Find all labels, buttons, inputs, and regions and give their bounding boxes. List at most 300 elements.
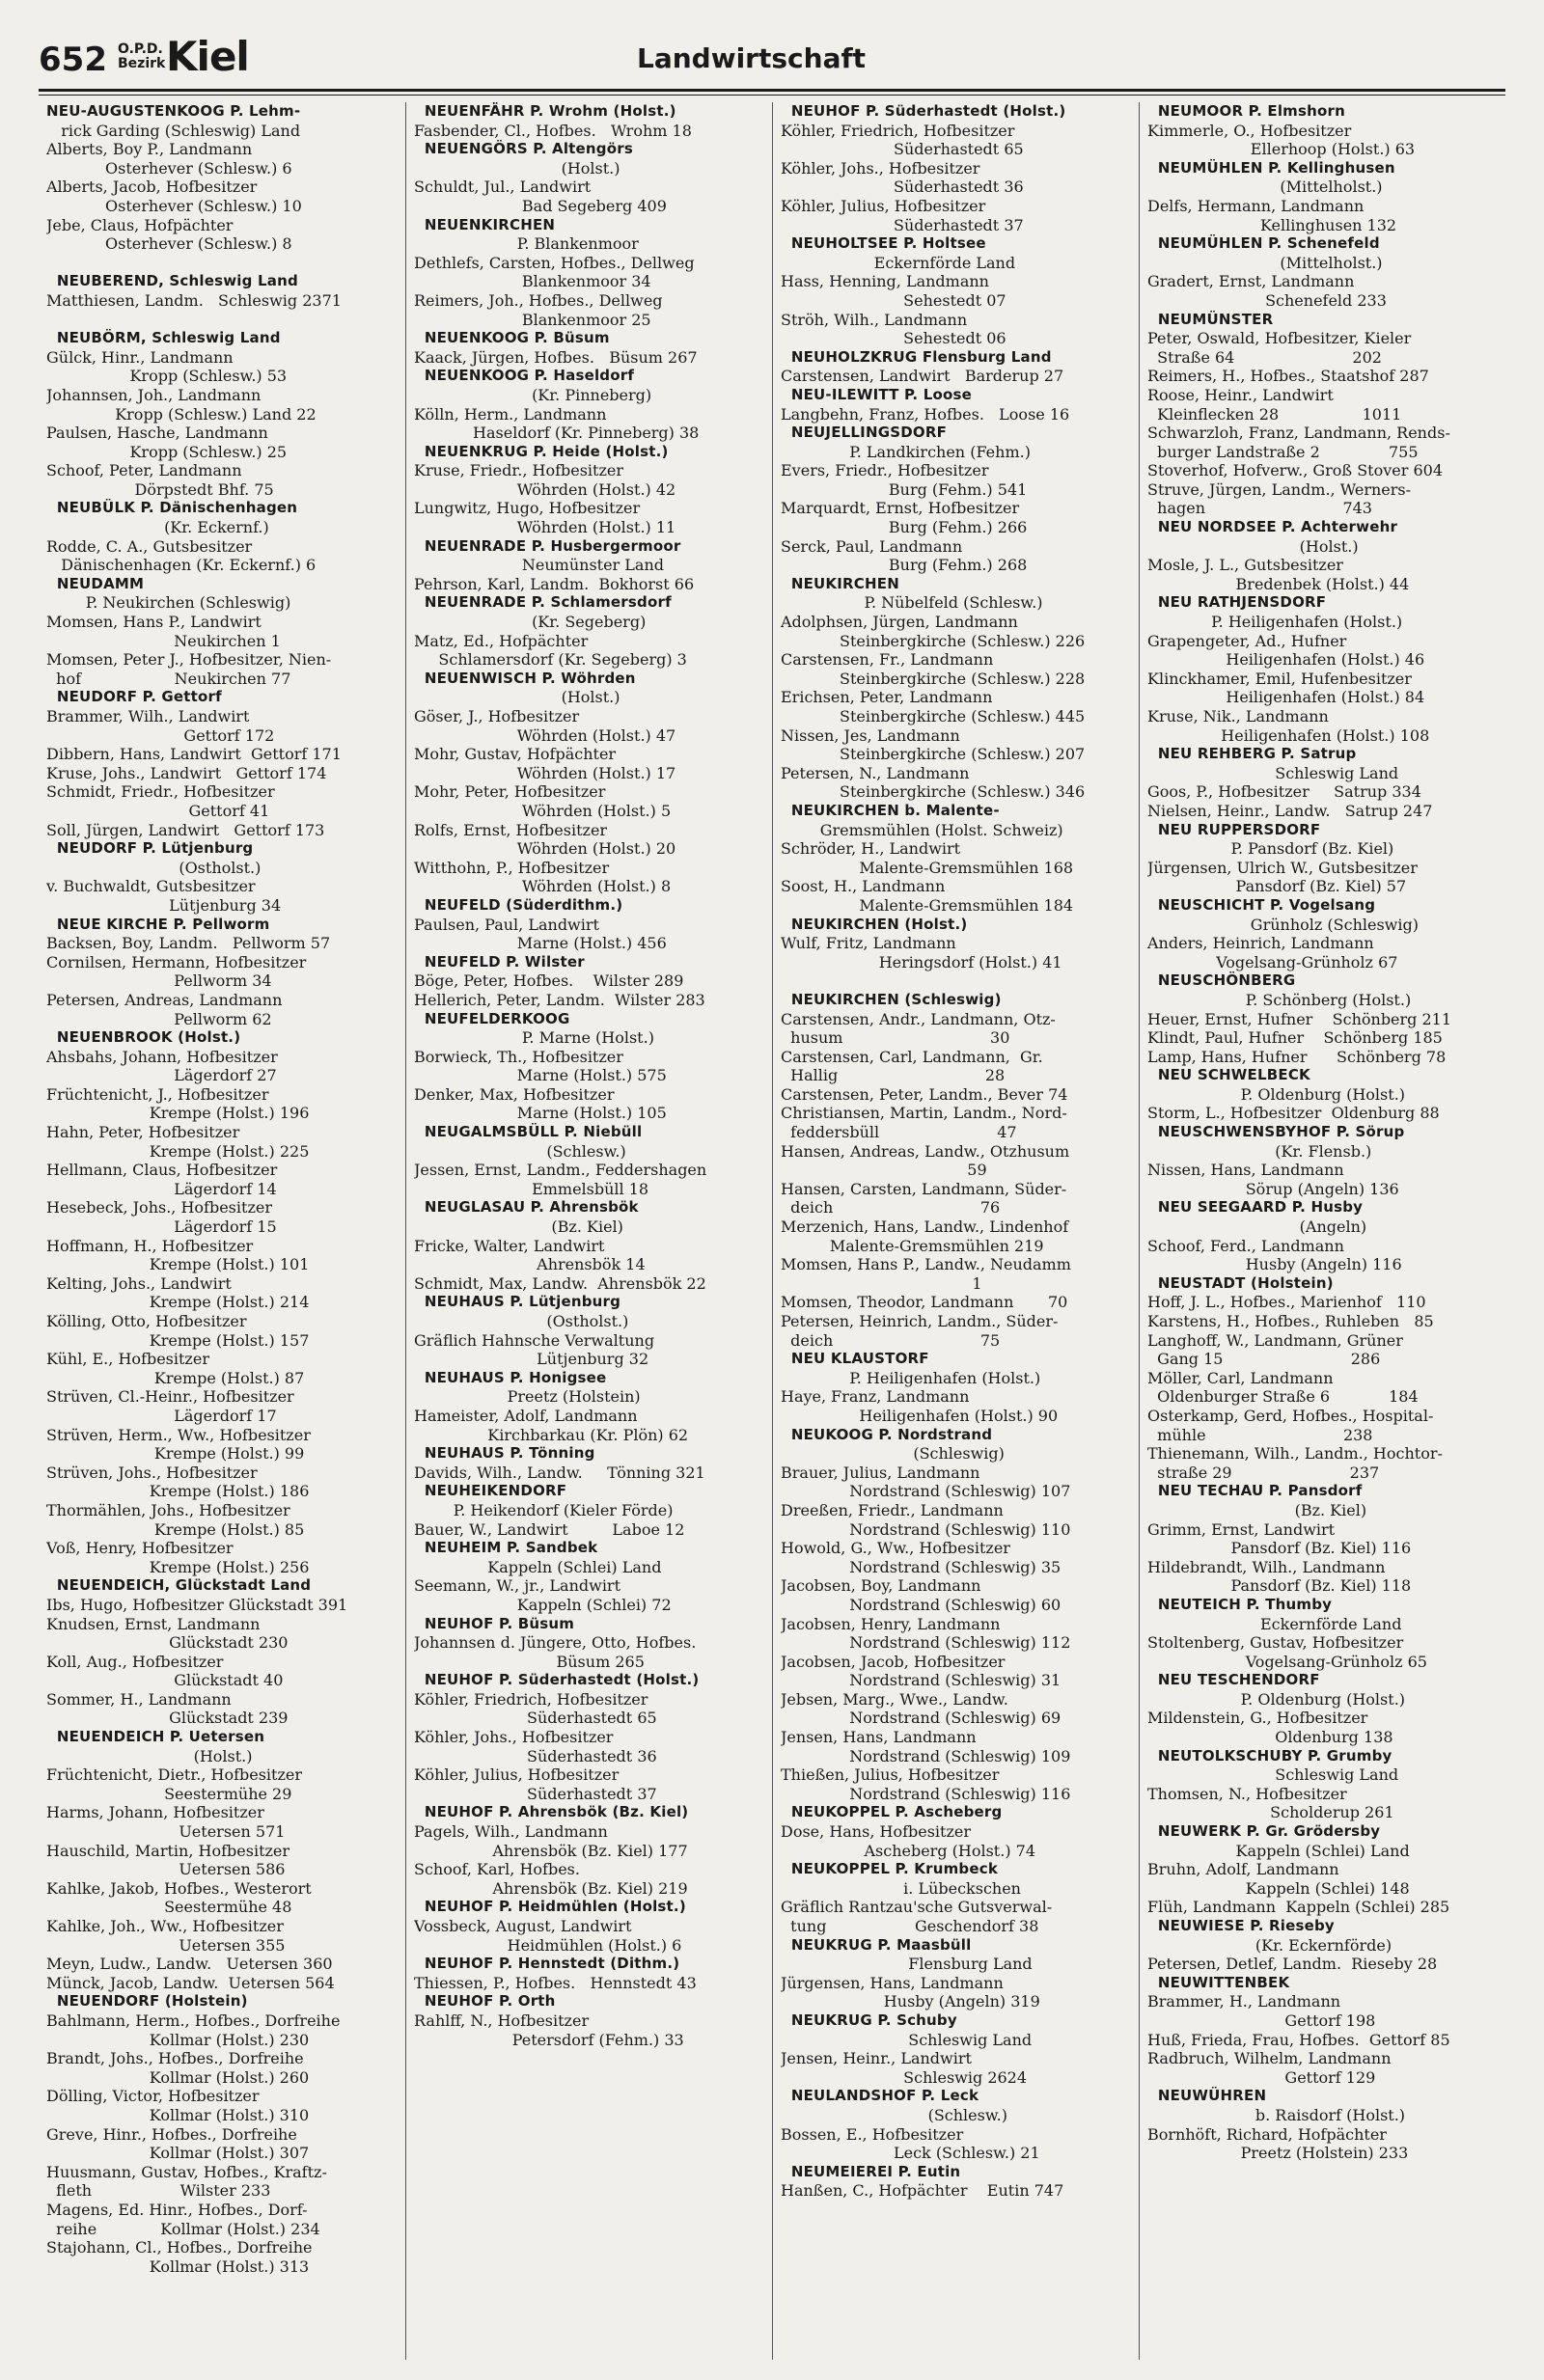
entry-line: Köhler, Friedrich, Hofbesitzer <box>414 1689 648 1709</box>
entry-line: (Kr. Flensb.) <box>1147 1141 1372 1161</box>
entry-line: Mosle, J. L., Gutsbesitzer <box>1147 556 1343 575</box>
entry-line: Flüh, Landmann Kappeln (Schlei) 285 <box>1147 1898 1450 1917</box>
place-heading: NEUENDORF (Holstein) <box>46 1992 248 2011</box>
entry-line: Gülck, Hinr., Landmann <box>46 347 234 367</box>
entry-line: fleth Wilster 233 <box>46 2181 271 2201</box>
entry-line: P. Pansdorf (Bz. Kiel) <box>1147 839 1394 859</box>
entry-line: Blankenmoor 34 <box>414 272 651 291</box>
entry-line: 1 <box>781 1273 982 1293</box>
entry-line: Eckernförde Land <box>1147 1614 1402 1633</box>
place-heading: NEU-ILEWITT P. Loose <box>781 385 973 403</box>
entry-line: (Holst.) <box>414 158 620 178</box>
entry-line: Flensburg Land <box>781 1955 1033 1974</box>
entry-line: Serck, Paul, Landmann <box>781 536 963 556</box>
entry-line <box>46 311 398 330</box>
place-heading: NEUMÜHLEN P. Kellinghusen <box>1147 158 1395 177</box>
entry-line: Hansen, Carsten, Landmann, Süder- <box>781 1179 1067 1198</box>
place-heading: NEUBEREND, Schleswig Land <box>46 272 298 290</box>
entry-line: Krempe (Holst.) 85 <box>46 1519 305 1539</box>
entry-line: P. Heiligenhafen (Holst.) <box>1147 613 1403 632</box>
entry-line: Kühl, E., Hofbesitzer <box>46 1350 209 1369</box>
place-heading: NEUBÖRM, Schleswig Land <box>46 329 281 347</box>
place-heading: NEUENWISCH P. Wöhrden <box>414 669 636 687</box>
entry-line: Christiansen, Martin, Landm., Nord- <box>781 1104 1067 1123</box>
entry-line: Ahrensbök (Bz. Kiel) 177 <box>414 1841 688 1860</box>
entry-line: (Bz. Kiel) <box>414 1217 623 1237</box>
place-heading: NEUENDEICH P. Uetersen <box>46 1728 265 1746</box>
entry-line: Wöhrden (Holst.) 47 <box>414 725 676 745</box>
entry-line: Klindt, Paul, Hufner Schönberg 185 <box>1147 1028 1443 1048</box>
entry-line: Kappeln (Schlei) 72 <box>414 1595 672 1614</box>
entry-line: Brauer, Julius, Landmann <box>781 1463 980 1482</box>
entry-line: Malente-Gremsmühlen 168 <box>781 858 1074 877</box>
entry-line: Anders, Heinrich, Landmann <box>1147 934 1374 953</box>
entry-line: Süderhastedt 65 <box>781 140 1024 159</box>
entry-line: P. Heiligenhafen (Holst.) <box>781 1368 1041 1387</box>
entry-line: Soost, H., Landmann <box>781 877 946 896</box>
header-rule-thin <box>39 95 1505 96</box>
entry-line: Nordstrand (Schleswig) 69 <box>781 1709 1062 1728</box>
entry-line: Gradert, Ernst, Landmann <box>1147 272 1355 291</box>
entry-line: Denker, Max, Hofbesitzer <box>414 1084 615 1104</box>
entry-line: Emmelsbüll 18 <box>414 1179 649 1198</box>
entry-line: Köhler, Johs., Hofbesitzer <box>781 158 980 178</box>
entry-line: rick Garding (Schleswig) Land <box>46 121 301 140</box>
place-heading: NEUKIRCHEN b. Malente- <box>781 801 1000 819</box>
place-heading: NEU TECHAU P. Pansdorf <box>1147 1482 1363 1500</box>
entry-line: Schoof, Ferd., Landmann <box>1147 1236 1344 1255</box>
place-heading: NEUENFÄHR P. Wrohm (Holst.) <box>414 102 676 120</box>
place-heading: NEUGALMSBÜLL P. Niebüll <box>414 1123 643 1141</box>
entry-line: Huusmann, Gustav, Hofbes., Kraftz- <box>46 2162 327 2181</box>
place-heading: NEUTEICH P. Thumby <box>1147 1595 1333 1613</box>
entry-line: Schlamersdorf (Kr. Segeberg) 3 <box>414 650 687 670</box>
entry-line: Dethlefs, Carsten, Hofbes., Dellweg <box>414 253 695 272</box>
place-heading: NEUFELD (Süderdithm.) <box>414 895 623 914</box>
entry-line: (Ostholst.) <box>46 858 262 877</box>
entry-line: Storm, L., Hofbesitzer Oldenburg 88 <box>1147 1104 1440 1123</box>
place-heading: NEUSTADT (Holstein) <box>1147 1273 1334 1292</box>
entry-line: Schröder, H., Landwirt <box>781 839 961 859</box>
place-heading: NEUMOOR P. Elmshorn <box>1147 102 1345 120</box>
entry-line: Hansen, Andreas, Landw., Otzhusum <box>781 1141 1070 1161</box>
entry-line: Krempe (Holst.) 214 <box>46 1293 310 1312</box>
entry-line: Nordstrand (Schleswig) 31 <box>781 1671 1062 1690</box>
entry-line: Sörup (Angeln) 136 <box>1147 1179 1399 1198</box>
place-heading: NEUMEIEREI P. Eutin <box>781 2162 961 2180</box>
entry-line: Schleswig Land <box>1147 1765 1399 1785</box>
entry-line: Nissen, Jes, Landmann <box>781 725 960 745</box>
entry-line: Momsen, Theodor, Landmann 70 <box>781 1293 1068 1312</box>
entry-line: Kropp (Schlesw.) Land 22 <box>46 404 317 424</box>
entry-line: Dörpstedt Bhf. 75 <box>46 479 274 499</box>
entry-line: Brandt, Johs., Hofbes., Dorfreihe <box>46 2049 304 2068</box>
entry-line: P. Blankenmoor <box>414 234 639 254</box>
entry-line: Böge, Peter, Hofbes. Wilster 289 <box>414 971 684 991</box>
entry-line: Brammer, Wilh., Landwirt <box>46 707 250 725</box>
place-heading: NEUKIRCHEN (Schleswig) <box>781 990 1002 1008</box>
entry-line: Krempe (Holst.) 99 <box>46 1444 305 1464</box>
entry-line: Marne (Holst.) 456 <box>414 934 667 953</box>
place-heading: NEUDORF P. Lütjenburg <box>46 839 254 858</box>
entry-line: hagen 743 <box>1147 499 1372 518</box>
place-heading: NEUDAMM <box>46 574 145 592</box>
entry-line: Bauer, W., Landwirt Laboe 12 <box>414 1519 685 1539</box>
place-heading: NEUENGÖRS P. Altengörs <box>414 140 633 158</box>
entry-line: Münck, Jacob, Landw. Uetersen 564 <box>46 1973 335 1992</box>
entry-line: Heuer, Ernst, Hufner Schönberg 211 <box>1147 1009 1452 1028</box>
column-1 <box>39 102 405 2360</box>
entry-line: Vogelsang-Grünholz 67 <box>1147 952 1398 971</box>
entry-line: Reimers, H., Hofbes., Staatshof 287 <box>1147 367 1429 386</box>
entry-line: Gettorf 198 <box>1147 2011 1376 2030</box>
entry-line: Hoffmann, H., Hofbesitzer <box>46 1236 254 1255</box>
entry-line: Neumünster Land <box>414 556 664 575</box>
entry-line: Osterhever (Schlesw.) 10 <box>46 196 302 215</box>
entry-line: Burg (Fehm.) 541 <box>781 479 1028 499</box>
entry-line: Schmidt, Friedr., Hofbesitzer <box>46 782 275 802</box>
entry-line: Krempe (Holst.) 87 <box>46 1368 305 1387</box>
entry-line: Kappeln (Schlei) Land <box>414 1557 662 1576</box>
entry-line: Meyn, Ludw., Landw. Uetersen 360 <box>46 1955 333 1974</box>
entry-line: Ibs, Hugo, Hofbesitzer Glückstadt 391 <box>46 1595 348 1614</box>
place-heading: NEU SEEGAARD P. Husby <box>1147 1198 1364 1217</box>
entry-line: Pagels, Wilh., Landmann <box>414 1822 608 1842</box>
entry-line: Bruhn, Adolf, Landmann <box>1147 1860 1339 1879</box>
entry-line: Stajohann, Cl., Hofbes., Dorfreihe <box>46 2238 313 2257</box>
place-heading: NEUKOPPEL P. Krumbeck <box>781 1860 999 1878</box>
entry-line: Schenefeld 233 <box>1147 290 1387 310</box>
entry-line: Kruse, Friedr., Hofbesitzer <box>414 461 624 480</box>
entry-line: hof Neukirchen 77 <box>46 669 291 688</box>
entry-line: Wöhrden (Holst.) 42 <box>414 479 676 499</box>
entry-line: Langbehn, Franz, Hofbes. Loose 16 <box>781 404 1070 424</box>
entry-line: Kellinghusen 132 <box>1147 215 1397 234</box>
entry-line: Süderhastedt 36 <box>781 178 1024 197</box>
entry-line: Davids, Wilh., Landw. Tönning 321 <box>414 1463 705 1482</box>
entry-line: Kollmar (Holst.) 260 <box>46 2067 310 2087</box>
entry-line: Dibbern, Hans, Landwirt Gettorf 171 <box>46 745 342 764</box>
entry-line: Blankenmoor 25 <box>414 310 651 329</box>
entry-line: Kropp (Schlesw.) 25 <box>46 442 288 461</box>
place-heading: NEUKIRCHEN <box>781 574 899 592</box>
place-heading: NEUKOPPEL P. Ascheberg <box>781 1803 1003 1821</box>
section-title: Landwirtschaft <box>637 42 867 74</box>
place-heading: NEUHOF P. Heidmühlen (Holst.) <box>414 1898 686 1916</box>
place-heading: NEUENKRUG P. Heide (Holst.) <box>414 442 669 460</box>
place-heading: NEUHOF P. Hennstedt (Dithm.) <box>414 1955 680 1973</box>
entry-line: Marquardt, Ernst, Hofbesitzer <box>781 499 1020 518</box>
entry-line: Bossen, E., Hofbesitzer <box>781 2124 964 2144</box>
place-heading: NEUENKOOG P. Haseldorf <box>414 367 635 385</box>
entry-line: Hesebeck, Johs., Hofbesitzer <box>46 1198 272 1217</box>
column-lines <box>414 102 764 2049</box>
entry-line: feddersbüll 47 <box>781 1123 1017 1142</box>
entry-line: straße 29 237 <box>1147 1463 1380 1482</box>
place-heading: NEUHAUS P. Tönning <box>414 1444 595 1463</box>
entry-line: Straße 64 202 <box>1147 347 1382 367</box>
entry-line: Hahn, Peter, Hofbesitzer <box>46 1123 240 1142</box>
entry-line: Soll, Jürgen, Landwirt Gettorf 173 <box>46 820 325 839</box>
entry-line: Paulsen, Paul, Landwirt <box>414 915 599 934</box>
entry-line: Kruse, Nik., Landmann <box>1147 707 1329 725</box>
entry-line: Dänischenhagen (Kr. Eckernf.) 6 <box>46 556 317 575</box>
place-heading: NEU SCHWELBECK <box>1147 1066 1310 1084</box>
entry-line: Hameister, Adolf, Landmann <box>414 1406 638 1425</box>
entry-line: Heidmühlen (Holst.) 6 <box>414 1935 682 1955</box>
place-heading: NEUHAUS P. Honigsee <box>414 1368 607 1386</box>
place-heading: NEUSCHÖNBERG <box>1147 971 1296 990</box>
entry-line: Jacobsen, Henry, Landmann <box>781 1614 1001 1633</box>
place-heading: NEUDORF P. Gettorf <box>46 688 222 706</box>
entry-line: (Ostholst.) <box>414 1312 629 1330</box>
entry-line: Ellerhoop (Holst.) 63 <box>1147 140 1416 159</box>
place-heading: NEUENDEICH, Glückstadt Land <box>46 1576 312 1595</box>
place-heading: NEU NORDSEE P. Achterwehr <box>1147 518 1398 536</box>
place-heading: NEU REHBERG P. Satrup <box>1147 745 1357 763</box>
entry-line: Kaack, Jürgen, Hofbes. Büsum 267 <box>414 347 698 367</box>
entry-line: Haseldorf (Kr. Pinneberg) 38 <box>414 424 700 443</box>
entry-line: Nissen, Hans, Landmann <box>1147 1161 1344 1180</box>
entry-line: Süderhastedt 37 <box>781 215 1024 234</box>
entry-line: Gräflich Hahnsche Verwaltung <box>414 1330 655 1350</box>
place-heading: NEULANDSHOF P. Leck <box>781 2087 979 2105</box>
entry-line: Oldenburg 138 <box>1147 1728 1393 1747</box>
entry-line: 59 <box>781 1161 987 1180</box>
entry-line: Schleswig 2624 <box>781 2067 1028 2087</box>
entry-line: Bahlmann, Herm., Hofbes., Dorfreihe <box>46 2011 341 2030</box>
district-label <box>118 42 165 71</box>
entry-line: Nordstrand (Schleswig) 116 <box>781 1784 1071 1803</box>
place-heading: NEUHEIKENDORF <box>414 1482 567 1500</box>
entry-line: Malente-Gremsmühlen 219 <box>781 1236 1044 1255</box>
entry-line: Gettorf 172 <box>46 725 275 745</box>
entry-line: Adolphsen, Jürgen, Landmann <box>781 613 1018 632</box>
entry-line: Burg (Fehm.) 268 <box>781 556 1028 575</box>
entry-line: Paulsen, Hasche, Landmann <box>46 424 268 443</box>
entry-line: Kollmar (Holst.) 313 <box>46 2257 310 2276</box>
entry-line: Steinbergkirche (Schlesw.) 346 <box>781 782 1086 802</box>
entry-line: Wulf, Fritz, Landmann <box>781 934 956 953</box>
entry-line: Kappeln (Schlei) Land <box>1147 1841 1410 1860</box>
entry-line: Schoof, Peter, Landmann <box>46 461 242 480</box>
entry-line: Goos, P., Hofbesitzer Satrup 334 <box>1147 782 1421 802</box>
place-heading: NEUENKOOG P. Büsum <box>414 329 610 347</box>
place-heading: NEUFELDERKOOG <box>414 1009 570 1027</box>
entry-line: Kölling, Otto, Hofbesitzer <box>46 1312 247 1330</box>
entry-line: Strüven, Cl.-Heinr., Hofbesitzer <box>46 1387 294 1407</box>
entry-line: Kollmar (Holst.) 230 <box>46 2030 310 2049</box>
entry-line: Johannsen d. Jüngere, Otto, Hofbes. <box>414 1633 697 1653</box>
entry-line: Kölln, Herm., Landmann <box>414 404 607 424</box>
entry-line: P. Landkirchen (Fehm.) <box>781 442 1031 461</box>
entry-line: reihe Kollmar (Holst.) 234 <box>46 2219 320 2238</box>
entry-line: (Schlesw.) <box>781 2105 1007 2124</box>
entry-line: Jessen, Ernst, Landm., Feddershagen <box>414 1161 707 1180</box>
entry-line: Schleswig Land <box>1147 763 1399 782</box>
entry-line: (Schlesw.) <box>414 1141 626 1161</box>
entry-line: Krempe (Holst.) 101 <box>46 1255 310 1274</box>
entry-line: Früchtenicht, Dietr., Hofbesitzer <box>46 1765 303 1785</box>
entry-line: Gang 15 286 <box>1147 1350 1381 1369</box>
page-number: 652 <box>39 41 107 79</box>
entry-line: Thienemann, Wilh., Landm., Hochtor- <box>1147 1444 1443 1464</box>
entry-line: Schoof, Karl, Hofbes. <box>414 1860 580 1879</box>
entry-line: Roose, Heinr., Landwirt <box>1147 385 1334 404</box>
entry-line: Jürgensen, Hans, Landmann <box>781 1973 1004 1992</box>
entry-line: Kleinflecken 28 1011 <box>1147 404 1402 424</box>
entry-line: Burg (Fehm.) 266 <box>781 518 1028 537</box>
entry-line: Jensen, Heinr., Landwirt <box>781 2049 972 2068</box>
entry-line: Carstensen, Peter, Landm., Bever 74 <box>781 1084 1068 1104</box>
entry-line: Grünholz (Schleswig) <box>1147 915 1419 934</box>
entry-line: Kollmar (Holst.) 310 <box>46 2105 310 2124</box>
place-heading: NEUMÜHLEN P. Schenefeld <box>1147 234 1380 253</box>
entry-line: Krempe (Holst.) 196 <box>46 1104 310 1123</box>
entry-line: Malente-Gremsmühlen 184 <box>781 895 1074 915</box>
entry-line: Lamp, Hans, Hufner Schönberg 78 <box>1147 1047 1447 1066</box>
page-header <box>39 33 1505 95</box>
place-heading: NEUBÜLK P. Dänischenhagen <box>46 499 298 517</box>
entry-line: Voß, Henry, Hofbesitzer <box>46 1539 234 1558</box>
entry-line: Mohr, Gustav, Hofpächter <box>414 745 617 764</box>
entry-line: Wöhrden (Holst.) 5 <box>414 801 672 820</box>
place-heading: NEUTOLKSCHUBY P. Grumby <box>1147 1746 1392 1764</box>
place-heading: NEUKIRCHEN (Holst.) <box>781 915 968 933</box>
entry-line: Nordstrand (Schleswig) 35 <box>781 1557 1062 1576</box>
entry-line: Evers, Friedr., Hofbesitzer <box>781 461 989 480</box>
entry-line: (Holst.) <box>1147 536 1359 556</box>
entry-line: Pansdorf (Bz. Kiel) 57 <box>1147 877 1407 896</box>
entry-line: Koll, Aug., Hofbesitzer <box>46 1652 224 1671</box>
header-rule <box>39 89 1505 92</box>
entry-line: Kelting, Johs., Landwirt <box>46 1273 232 1293</box>
entry-line: Wöhrden (Holst.) 11 <box>414 518 676 537</box>
entry-line: Krempe (Holst.) 225 <box>46 1141 310 1161</box>
bezirk-label: Bezirk <box>118 56 166 71</box>
place-heading: NEUGLASAU P. Ahrensbök <box>414 1198 639 1217</box>
entry-line: Strüven, Herm., Ww., Hofbesitzer <box>46 1425 311 1444</box>
entry-line: Momsen, Peter J., Hofbesitzer, Nien- <box>46 650 332 670</box>
entry-line: Lägerdorf 17 <box>46 1406 277 1425</box>
entry-line: Pansdorf (Bz. Kiel) 118 <box>1147 1576 1412 1596</box>
entry-line: Gettorf 41 <box>46 801 270 820</box>
entry-line: P. Oldenburg (Holst.) <box>1147 1084 1406 1104</box>
place-heading: NEU-AUGUSTENKOOG P. Lehm- <box>46 102 301 120</box>
entry-line: Uetersen 355 <box>46 1935 286 1955</box>
entry-line: Hanßen, C., Hofpächter Eutin 747 <box>781 2181 1064 2201</box>
entry-line: Backsen, Boy, Landm. Pellworm 57 <box>46 934 331 953</box>
entry-line: Hildebrandt, Wilh., Landmann <box>1147 1557 1386 1576</box>
entry-line: Jürgensen, Ulrich W., Gutsbesitzer <box>1147 858 1418 877</box>
entry-line: Uetersen 571 <box>46 1822 286 1842</box>
entry-line: Bad Segeberg 409 <box>414 196 667 215</box>
entry-line: Reimers, Joh., Hofbes., Dellweg <box>414 290 663 310</box>
entry-line: (Schleswig) <box>781 1444 1005 1464</box>
entry-line <box>46 254 398 273</box>
entry-line: Delfs, Hermann, Landmann <box>1147 196 1365 215</box>
entry-line: (Bz. Kiel) <box>1147 1500 1367 1519</box>
entry-line: Krempe (Holst.) 186 <box>46 1482 310 1501</box>
place-heading: NEUHOF P. Süderhastedt (Holst.) <box>781 102 1066 120</box>
entry-line: b. Raisdorf (Holst.) <box>1147 2105 1406 2124</box>
entry-line: Howold, G., Ww., Hofbesitzer <box>781 1539 1010 1558</box>
entry-line: Heiligenhafen (Holst.) 108 <box>1147 725 1430 745</box>
entry-line: Cornilsen, Hermann, Hofbesitzer <box>46 952 307 971</box>
column-3 <box>772 102 1139 2360</box>
entry-line: Dose, Hans, Hofbesitzer <box>781 1822 972 1842</box>
entry-line: Mildenstein, G., Hofbesitzer <box>1147 1709 1368 1728</box>
entry-line: Ströh, Wilh., Landmann <box>781 310 968 329</box>
entry-line: Grimm, Ernst, Landwirt <box>1147 1519 1336 1539</box>
entry-line: husum 30 <box>781 1028 1010 1048</box>
entry-line: Ahrensbök (Bz. Kiel) 219 <box>414 1878 688 1898</box>
entry-line: Krempe (Holst.) 157 <box>46 1330 310 1350</box>
entry-line: mühle 238 <box>1147 1425 1373 1444</box>
entry-line: tung Geschendorf 38 <box>781 1917 1039 1935</box>
entry-line: Köhler, Friedrich, Hofbesitzer <box>781 121 1015 140</box>
entry-line: Alberts, Jacob, Hofbesitzer <box>46 178 258 197</box>
entry-line: Eckernförde Land <box>781 253 1016 272</box>
column-lines <box>781 102 1131 2201</box>
entry-line: Gettorf 129 <box>1147 2067 1376 2087</box>
place-heading: NEU RATHJENSDORF <box>1147 593 1327 612</box>
entry-line: (Mittelholst.) <box>1147 253 1383 272</box>
entry-line: deich 76 <box>781 1198 1001 1217</box>
place-heading: NEUSCHICHT P. Vogelsang <box>1147 895 1376 914</box>
entry-line: Süderhastedt 65 <box>414 1709 657 1728</box>
entry-line: Osterhever (Schlesw.) 6 <box>46 158 292 178</box>
entry-line: Steinbergkirche (Schlesw.) 207 <box>781 745 1086 764</box>
entry-line: Matthiesen, Landm. Schleswig 2371 <box>46 290 342 310</box>
entry-line: Heiligenhafen (Holst.) 90 <box>781 1406 1059 1425</box>
entry-line: Hellerich, Peter, Landm. Wilster 283 <box>414 990 705 1009</box>
entry-line: Glückstadt 239 <box>46 1709 289 1728</box>
entry-line: Borwieck, Th., Hofbesitzer <box>414 1047 623 1066</box>
entry-line: i. Lübeckschen <box>781 1878 1021 1898</box>
entry-line: Dreeßen, Friedr., Landmann <box>781 1500 1004 1519</box>
entry-line <box>781 971 1131 991</box>
entry-line: Kropp (Schlesw.) 53 <box>46 367 288 386</box>
entry-line: Haye, Franz, Landmann <box>781 1387 970 1407</box>
entry-line: Jacobsen, Boy, Landmann <box>781 1576 981 1596</box>
city-name: Kiel <box>166 33 249 80</box>
place-heading: NEUJELLINGSDORF <box>781 424 948 442</box>
entry-line: Kruse, Johs., Landwirt Gettorf 174 <box>46 763 327 782</box>
place-heading: NEUSCHWENSBYHOF P. Sörup <box>1147 1123 1405 1141</box>
entry-line: Carstensen, Andr., Landmann, Otz- <box>781 1009 1056 1028</box>
place-heading: NEU TESCHENDORF <box>1147 1671 1320 1689</box>
entry-line: Knudsen, Ernst, Landmann <box>46 1614 261 1633</box>
entry-line: Jensen, Hans, Landmann <box>781 1728 977 1747</box>
entry-line: Preetz (Holstein) <box>414 1387 641 1407</box>
entry-line: Steinbergkirche (Schlesw.) 228 <box>781 669 1086 688</box>
entry-line: Osterhever (Schlesw.) 8 <box>46 234 292 254</box>
entry-line: Rolfs, Ernst, Hofbesitzer <box>414 820 608 839</box>
entry-line: Thomsen, N., Hofbesitzer <box>1147 1784 1347 1803</box>
entry-line: Dölling, Victor, Hofbesitzer <box>46 2087 260 2106</box>
entry-line: Erichsen, Peter, Landmann <box>781 688 993 707</box>
entry-line: Seestermühe 29 <box>46 1784 292 1803</box>
entry-line: Nordstrand (Schleswig) 109 <box>781 1746 1071 1765</box>
entry-line: Lägerdorf 27 <box>46 1066 277 1085</box>
entry-line: Matz, Ed., Hofpächter <box>414 631 589 650</box>
entry-line: Lägerdorf 15 <box>46 1217 277 1237</box>
entry-line: Marne (Holst.) 105 <box>414 1104 667 1123</box>
entry-line: Petersen, Detlef, Landm. Rieseby 28 <box>1147 1955 1438 1974</box>
place-heading: NEUHEIM P. Sandbek <box>414 1539 598 1557</box>
directory-columns <box>39 102 1505 2360</box>
